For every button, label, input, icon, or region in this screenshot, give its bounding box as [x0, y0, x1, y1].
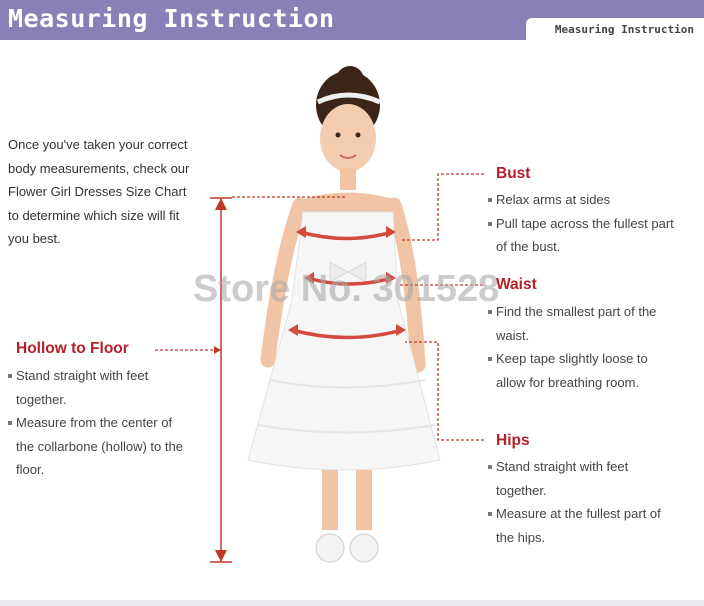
hips-heading: Hips: [496, 432, 530, 449]
list-item: Measure from the center of the collarbone (hollow) to the floor.: [8, 411, 193, 482]
list-item: Stand straight with feet together.: [488, 455, 678, 502]
hips-list: [488, 455, 678, 549]
header-tab-label: Measuring Instruction: [554, 23, 694, 36]
list-item: Relax arms at sides: [488, 188, 678, 212]
list-item: Stand straight with feet together.: [8, 364, 193, 411]
watermark: Store No. 301528: [193, 268, 500, 310]
bust-heading: Bust: [496, 165, 531, 182]
list-item: Measure at the fullest part of the hips.: [488, 502, 678, 549]
footer-divider: [0, 600, 704, 606]
header-title: Measuring Instruction: [8, 4, 335, 33]
intro-text: Once you've taken your correct body measurements, check our Flower Girl Dresses Size Chart to determine which size will fit you best.: [8, 137, 190, 246]
waist-heading: Waist: [496, 276, 537, 293]
waist-list: [488, 300, 678, 394]
list-item: Find the smallest part of the waist.: [488, 300, 678, 347]
hollow-list: [8, 364, 193, 482]
hollow-heading: Hollow to Floor: [16, 340, 129, 357]
bust-list: [488, 188, 678, 259]
list-item: Pull tape across the fullest part of the bust.: [488, 212, 678, 259]
list-item: Keep tape slightly loose to allow for breathing room.: [488, 347, 678, 394]
